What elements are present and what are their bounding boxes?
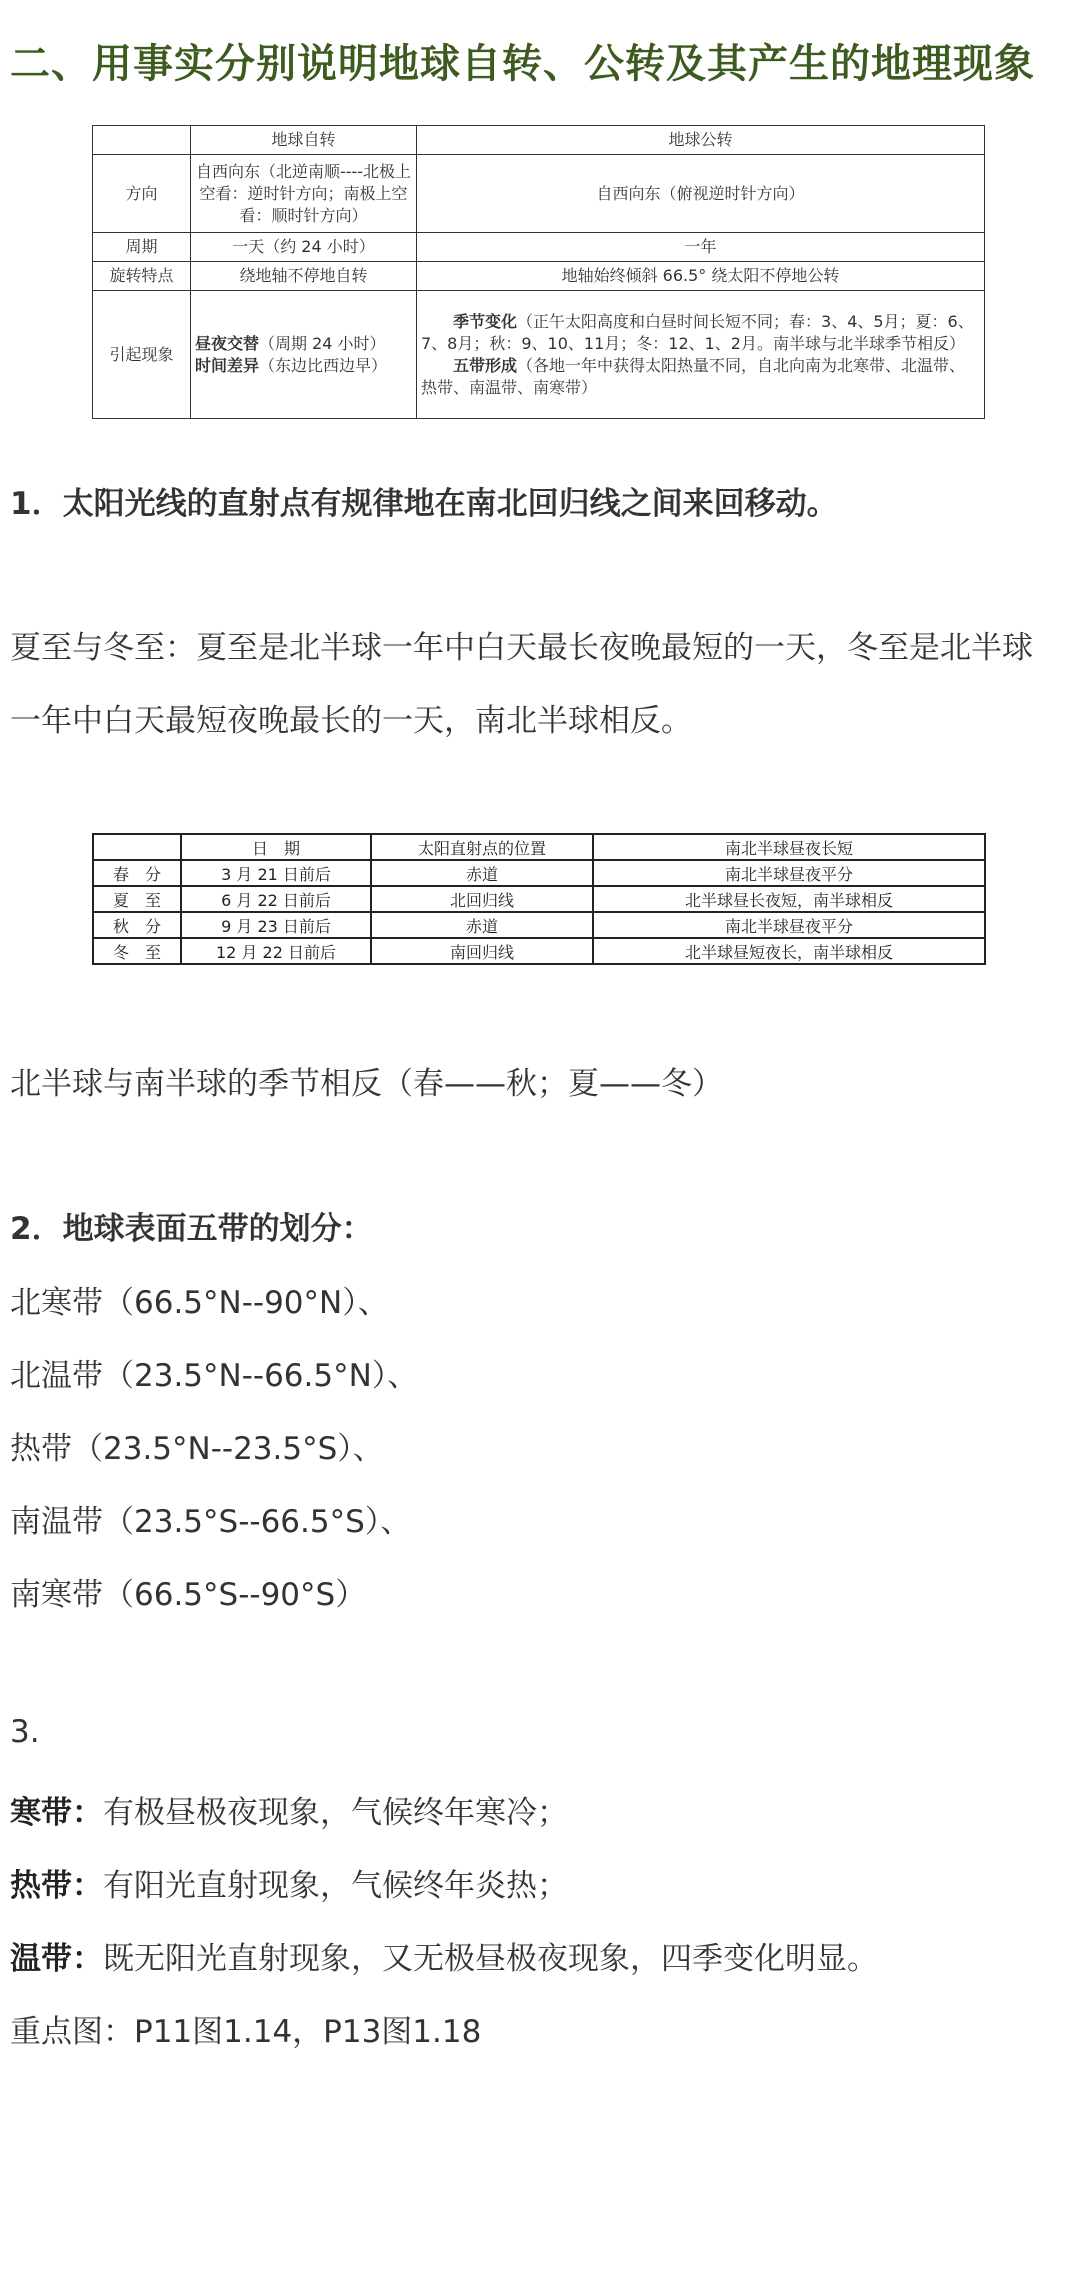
row-label: 引起现象 bbox=[93, 291, 191, 419]
time-diff-desc: （东边比西边早） bbox=[259, 355, 388, 375]
table-row bbox=[93, 233, 985, 262]
term-cell: 春 分 bbox=[93, 860, 181, 886]
point-3: 3. bbox=[10, 1714, 40, 1750]
date-cell: 12 月 22 日前后 bbox=[181, 938, 371, 964]
header-cell: 地球公转 bbox=[417, 126, 985, 155]
row-label: 旋转特点 bbox=[93, 262, 191, 291]
header-cell: 日 期 bbox=[181, 834, 371, 860]
tropical-zone-desc: 有阳光直射现象，气候终年炎热； bbox=[103, 1868, 568, 1904]
zone-item: 北温带（23.5°N--66.5°N）、 bbox=[10, 1358, 419, 1394]
tropical-zone-text bbox=[10, 1860, 568, 1905]
term-cell: 夏 至 bbox=[93, 886, 181, 912]
position-cell: 赤道 bbox=[371, 912, 593, 938]
season-term: 季节变化 bbox=[453, 311, 518, 331]
revolution-cell bbox=[417, 291, 985, 419]
cold-zone-text bbox=[10, 1787, 568, 1832]
table-row bbox=[93, 291, 985, 419]
zone-item: 热带（23.5°N--23.5°S）、 bbox=[10, 1431, 384, 1467]
daylength-cell: 南北半球昼夜平分 bbox=[593, 860, 985, 886]
day-night-desc: （周期 24 小时） bbox=[259, 333, 386, 353]
cold-zone-label: 寒带： bbox=[10, 1795, 103, 1831]
revolution-cell: 地轴始终倾斜 66.5° 绕太阳不停地公转 bbox=[417, 262, 985, 291]
temperate-zone-text bbox=[10, 1933, 878, 1978]
header-cell: 地球自转 bbox=[191, 126, 417, 155]
header-cell: 太阳直射点的位置 bbox=[371, 834, 593, 860]
zone-item: 南寒带（66.5°S--90°S） bbox=[10, 1577, 367, 1613]
point-2: 2．地球表面五带的划分： bbox=[10, 1211, 373, 1247]
cold-zone-desc: 有极昼极夜现象，气候终年寒冷； bbox=[103, 1795, 568, 1831]
date-cell: 6 月 22 日前后 bbox=[181, 886, 371, 912]
tropical-zone-label: 热带： bbox=[10, 1868, 103, 1904]
point-1: 1．太阳光线的直射点有规律地在南北回归线之间来回移动。 bbox=[10, 486, 838, 522]
position-cell: 赤道 bbox=[371, 860, 593, 886]
table-row bbox=[93, 938, 985, 964]
term-cell: 冬 至 bbox=[93, 938, 181, 964]
table-header-row bbox=[93, 834, 985, 860]
date-cell: 3 月 21 日前后 bbox=[181, 860, 371, 886]
position-cell: 南回归线 bbox=[371, 938, 593, 964]
temperate-zone-desc: 既无阳光直射现象，又无极昼极夜现象，四季变化明显。 bbox=[103, 1941, 878, 1977]
header-cell: 南北半球昼夜长短 bbox=[593, 834, 985, 860]
header-cell bbox=[93, 834, 181, 860]
revolution-cell: 一年 bbox=[417, 233, 985, 262]
day-night-term: 昼夜交替 bbox=[195, 333, 260, 353]
row-label: 方向 bbox=[93, 155, 191, 233]
zone-item: 北寒带（66.5°N--90°N）、 bbox=[10, 1285, 389, 1321]
table-row bbox=[93, 860, 985, 886]
rotation-cell bbox=[191, 291, 417, 419]
solar-terms-table bbox=[92, 833, 986, 965]
zones-term: 五带形成 bbox=[453, 355, 518, 375]
solstice-text-line1: 夏至与冬至：夏至是北半球一年中白天最长夜晚最短的一天，冬至是北半球 bbox=[10, 630, 1033, 666]
zone-item: 南温带（23.5°S--66.5°S）、 bbox=[10, 1504, 412, 1540]
table-row bbox=[93, 912, 985, 938]
table-header-row bbox=[93, 126, 985, 155]
daylength-cell: 北半球昼长夜短，南半球相反 bbox=[593, 886, 985, 912]
date-cell: 9 月 23 日前后 bbox=[181, 912, 371, 938]
header-cell bbox=[93, 126, 191, 155]
revolution-cell: 自西向东（俯视逆时针方向） bbox=[417, 155, 985, 233]
section-heading: 二、用事实分别说明地球自转、公转及其产生的地理现象 bbox=[10, 41, 1035, 87]
table-row bbox=[93, 155, 985, 233]
rotation-revolution-table bbox=[92, 125, 985, 419]
solstice-text-line2: 一年中白天最短夜晚最长的一天，南北半球相反。 bbox=[10, 703, 692, 739]
key-figures-text: 重点图：P11图1.14，P13图1.18 bbox=[10, 2014, 482, 2050]
term-cell: 秋 分 bbox=[93, 912, 181, 938]
time-diff-term: 时间差异 bbox=[195, 355, 260, 375]
daylength-cell: 北半球昼短夜长，南半球相反 bbox=[593, 938, 985, 964]
table-row bbox=[93, 262, 985, 291]
daylength-cell: 南北半球昼夜平分 bbox=[593, 912, 985, 938]
season-opposite-text: 北半球与南半球的季节相反（春——秋；夏——冬） bbox=[10, 1066, 723, 1102]
season-desc: （正午太阳高度和白昼时间长短不同；春：3、4、5月；夏：6、7、8月；秋：9、10、11月；冬：12、1、2月。南半球与北半球季节相反） bbox=[421, 311, 974, 353]
position-cell: 北回归线 bbox=[371, 886, 593, 912]
rotation-cell: 一天（约 24 小时） bbox=[191, 233, 417, 262]
temperate-zone-label: 温带： bbox=[10, 1941, 103, 1977]
table-row bbox=[93, 886, 985, 912]
row-label: 周期 bbox=[93, 233, 191, 262]
zones-desc: （各地一年中获得太阳热量不同，自北向南为北寒带、北温带、热带、南温带、南寒带） bbox=[421, 355, 966, 397]
rotation-cell: 自西向东（北逆南顺----北极上空看：逆时针方向；南极上空看：顺时针方向） bbox=[191, 155, 417, 233]
rotation-cell: 绕地轴不停地自转 bbox=[191, 262, 417, 291]
